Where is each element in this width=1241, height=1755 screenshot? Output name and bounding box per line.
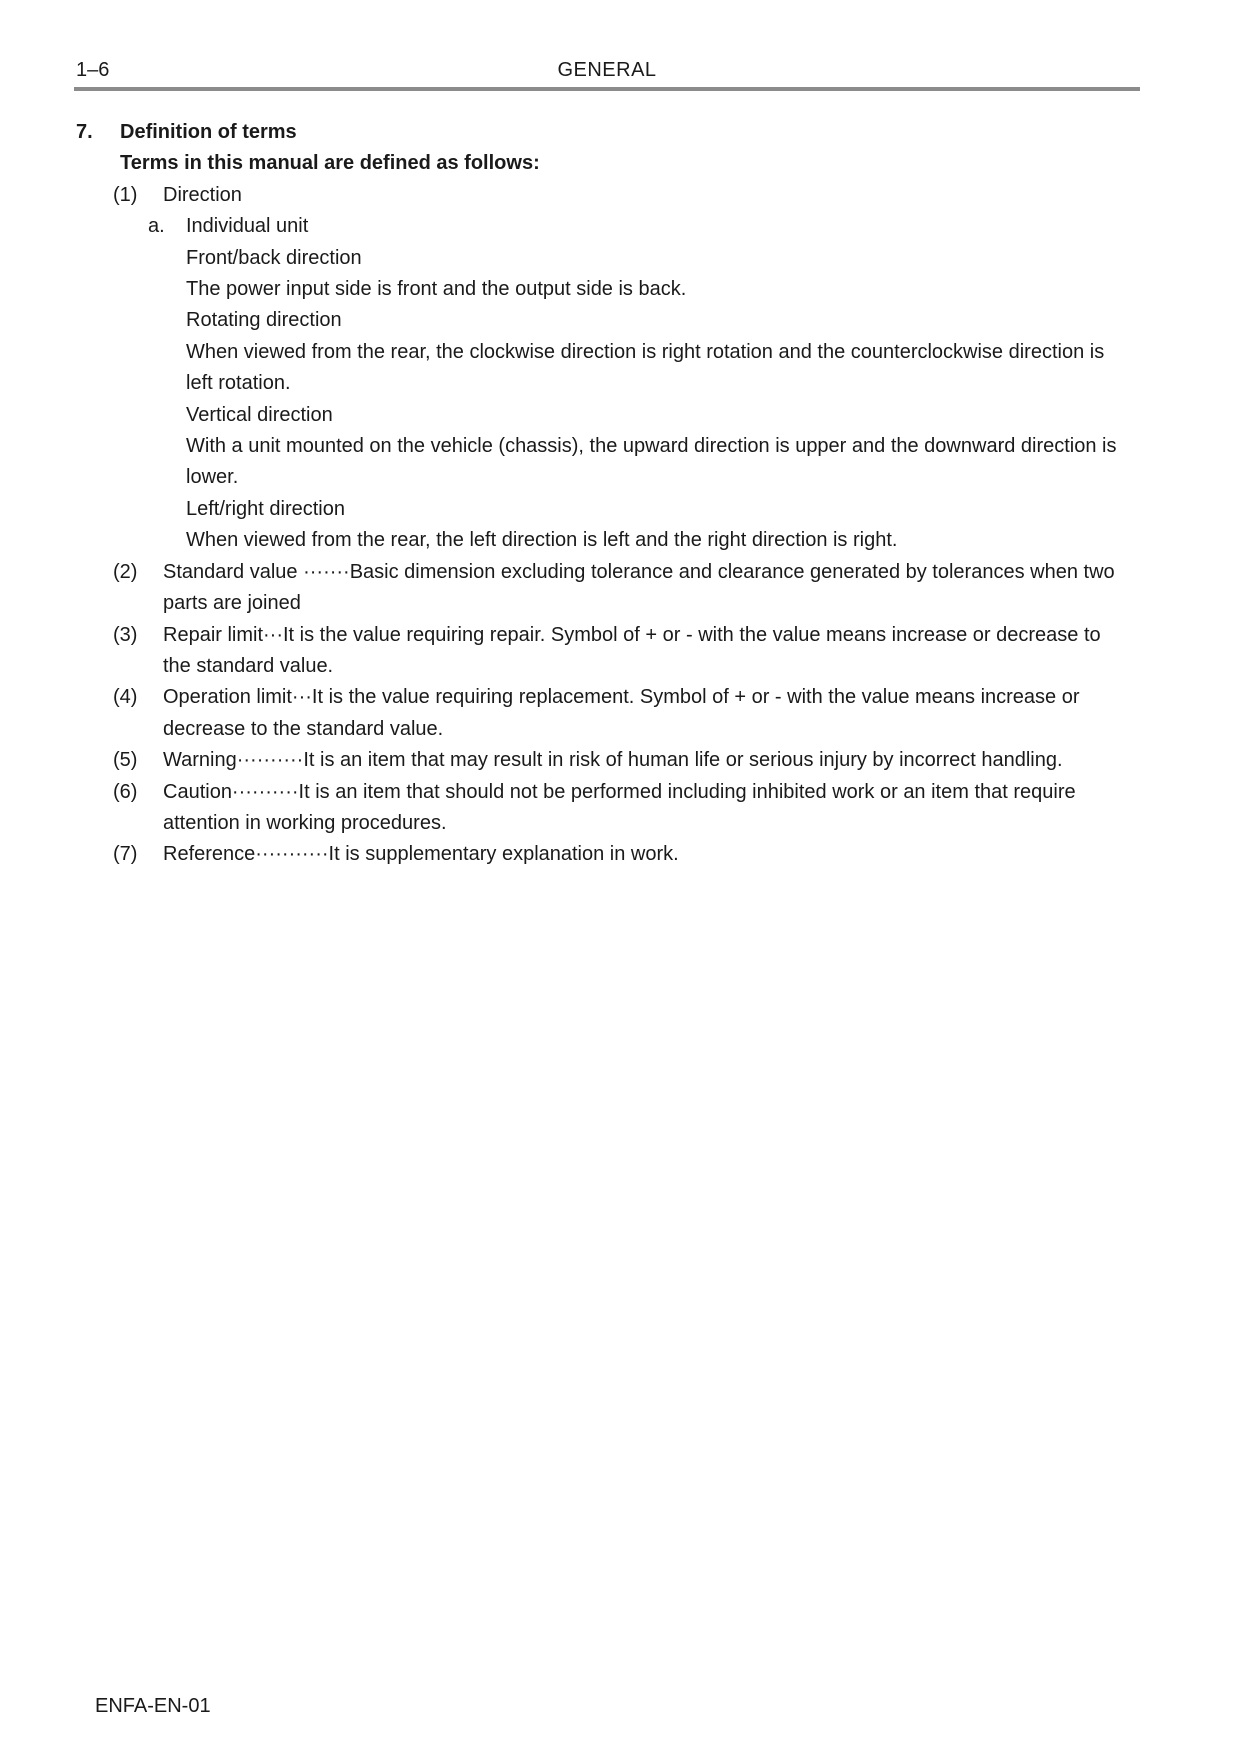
item-text: Direction xyxy=(163,183,242,206)
text-line: the standard value. xyxy=(163,654,334,677)
text-line: Front/back direction xyxy=(186,246,362,269)
item-text: Reference···········It is supplementary explanation in work. xyxy=(163,843,679,866)
item-text: Standard value ·······Basic dimension excluding tolerance and clearance generated by tolerances when two xyxy=(163,560,1115,583)
section-title: Definition of terms xyxy=(120,121,297,143)
text-line: When viewed from the rear, the left direction is left and the right direction is right. xyxy=(186,529,898,552)
item-text: Repair limit···It is the value requiring repair. Symbol of + or - with the value means increase or decrease to xyxy=(163,623,1101,646)
text-line: decrease to the standard value. xyxy=(163,717,444,740)
definition-item-7 xyxy=(0,839,1241,870)
item-marker: (1) xyxy=(113,183,138,206)
item-text: Individual unit xyxy=(186,215,309,238)
text-line: parts are joined xyxy=(163,592,301,615)
definition-item-3 xyxy=(0,620,1241,651)
item-marker: (4) xyxy=(113,686,138,709)
item-marker: (3) xyxy=(113,623,138,646)
page-content xyxy=(0,117,1241,871)
item-text: Caution··········It is an item that should not be performed including inhibited work or an item that require xyxy=(163,780,1076,803)
text-line: Rotating direction xyxy=(186,309,342,332)
header-rule xyxy=(74,87,1140,91)
item-marker: (7) xyxy=(113,843,138,866)
text-line: With a unit mounted on the vehicle (chassis), the upward direction is upper and the downward direction is xyxy=(186,435,1117,458)
item-text: Warning··········It is an item that may result in risk of human life or serious injury by incorrect handling. xyxy=(163,749,1063,772)
item-marker: (6) xyxy=(113,780,138,803)
definition-item-2 xyxy=(0,557,1241,588)
page-number: 1–6 xyxy=(76,59,110,81)
item-marker: (2) xyxy=(113,560,138,583)
text-line: The power input side is front and the output side is back. xyxy=(186,278,687,301)
text-line: When viewed from the rear, the clockwise direction is right rotation and the counterclockwise direction is xyxy=(186,340,1105,363)
document-code: ENFA-EN-01 xyxy=(95,1695,211,1717)
sub-item-a xyxy=(0,211,1241,242)
item-text: Operation limit···It is the value requiring replacement. Symbol of + or - with the value means increase or xyxy=(163,686,1080,709)
item-marker: (5) xyxy=(113,749,138,772)
text-line: Vertical direction xyxy=(186,403,333,426)
definition-item-6 xyxy=(0,777,1241,808)
item-marker: a. xyxy=(148,215,165,238)
text-line: left rotation. xyxy=(186,372,291,395)
section-number: 7. xyxy=(76,121,93,143)
section-intro: Terms in this manual are defined as follows: xyxy=(120,152,540,175)
text-line: Left/right direction xyxy=(186,497,345,520)
definition-item-5 xyxy=(0,745,1241,776)
definition-item-4 xyxy=(0,682,1241,713)
running-header-title: GENERAL xyxy=(557,59,657,81)
definition-item-1 xyxy=(0,180,1241,211)
section-heading xyxy=(0,117,1241,148)
text-line: lower. xyxy=(186,466,239,489)
text-line: attention in working procedures. xyxy=(163,811,447,834)
